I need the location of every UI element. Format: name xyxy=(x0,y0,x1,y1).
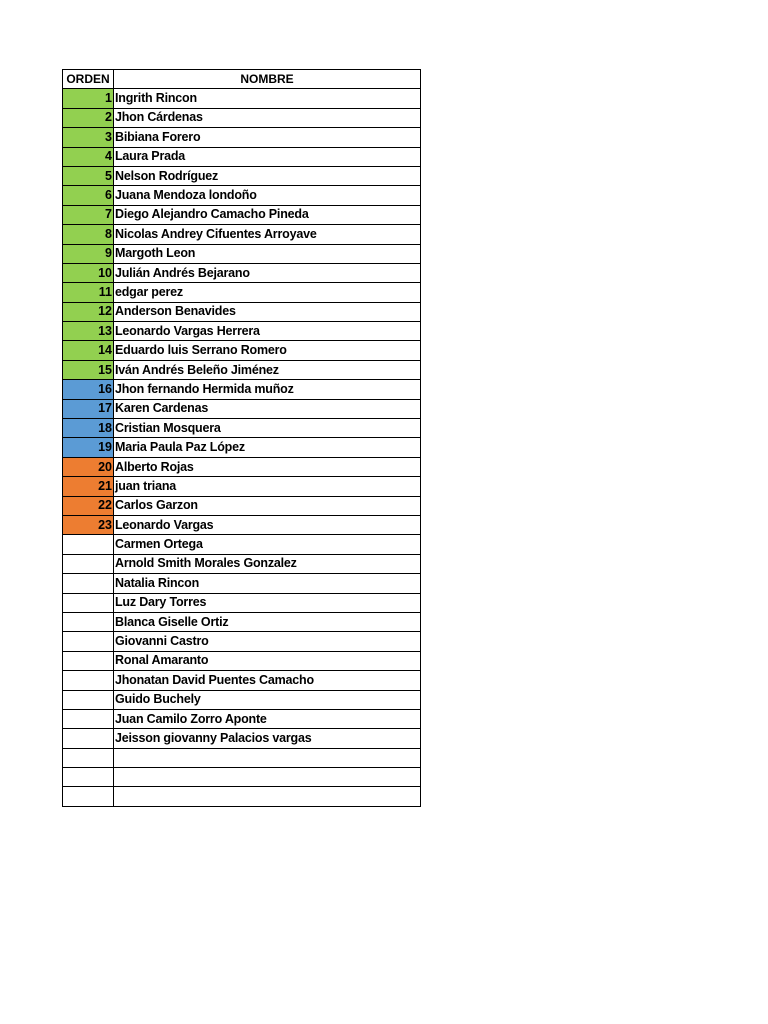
orden-cell: 8 xyxy=(63,225,114,244)
table-row xyxy=(63,651,421,670)
orden-cell xyxy=(63,787,114,806)
orden-cell xyxy=(63,671,114,690)
orden-cell: 15 xyxy=(63,360,114,379)
nombre-cell xyxy=(114,787,421,806)
table-row xyxy=(63,787,421,806)
table-row xyxy=(63,671,421,690)
orden-cell: 11 xyxy=(63,283,114,302)
nombre-cell: Natalia Rincon xyxy=(114,574,421,593)
orden-cell: 1 xyxy=(63,89,114,108)
nombre-cell: Iván Andrés Beleño Jiménez xyxy=(114,360,421,379)
nombre-cell: Arnold Smith Morales Gonzalez xyxy=(114,554,421,573)
nombre-cell: Carlos Garzon xyxy=(114,496,421,515)
orden-cell xyxy=(63,593,114,612)
table-row xyxy=(63,108,421,127)
orden-cell: 20 xyxy=(63,457,114,476)
table-row xyxy=(63,612,421,631)
nombre-cell: Julián Andrés Bejarano xyxy=(114,263,421,282)
table-body xyxy=(63,89,421,806)
table-row xyxy=(63,477,421,496)
orden-cell: 16 xyxy=(63,380,114,399)
nombre-cell: Giovanni Castro xyxy=(114,632,421,651)
table-row xyxy=(63,89,421,108)
nombre-cell: edgar perez xyxy=(114,283,421,302)
orden-cell xyxy=(63,748,114,767)
table-row xyxy=(63,244,421,263)
nombre-cell xyxy=(114,748,421,767)
orden-cell: 9 xyxy=(63,244,114,263)
nombre-cell: Ronal Amaranto xyxy=(114,651,421,670)
orden-cell xyxy=(63,612,114,631)
nombre-cell: Jhonatan David Puentes Camacho xyxy=(114,671,421,690)
orden-cell: 22 xyxy=(63,496,114,515)
nombre-cell: Nicolas Andrey Cifuentes Arroyave xyxy=(114,225,421,244)
orden-cell: 13 xyxy=(63,322,114,341)
nombre-cell: Jhon Cárdenas xyxy=(114,108,421,127)
table-row xyxy=(63,554,421,573)
nombre-cell: Ingrith Rincon xyxy=(114,89,421,108)
table-row xyxy=(63,302,421,321)
table-row xyxy=(63,128,421,147)
table-row xyxy=(63,322,421,341)
orden-cell xyxy=(63,632,114,651)
table-row xyxy=(63,186,421,205)
table-row xyxy=(63,147,421,166)
table-row xyxy=(63,205,421,224)
table-row xyxy=(63,768,421,787)
table-row xyxy=(63,748,421,767)
nombre-cell: Eduardo luis Serrano Romero xyxy=(114,341,421,360)
orden-cell xyxy=(63,535,114,554)
orden-cell: 17 xyxy=(63,399,114,418)
orden-cell: 3 xyxy=(63,128,114,147)
table-row xyxy=(63,690,421,709)
nombre-cell: Jeisson giovanny Palacios vargas xyxy=(114,729,421,748)
orden-cell: 5 xyxy=(63,166,114,185)
table-row xyxy=(63,709,421,728)
table-row xyxy=(63,380,421,399)
table-row xyxy=(63,263,421,282)
nombre-cell: Laura Prada xyxy=(114,147,421,166)
orden-cell: 19 xyxy=(63,438,114,457)
nombre-cell: Carmen Ortega xyxy=(114,535,421,554)
table-row xyxy=(63,166,421,185)
table-row xyxy=(63,632,421,651)
orden-cell: 4 xyxy=(63,147,114,166)
table-row xyxy=(63,496,421,515)
orden-cell: 23 xyxy=(63,515,114,534)
nombre-cell: Cristian Mosquera xyxy=(114,419,421,438)
orden-cell: 21 xyxy=(63,477,114,496)
nombre-cell: Maria Paula Paz López xyxy=(114,438,421,457)
orden-cell xyxy=(63,768,114,787)
table-row xyxy=(63,341,421,360)
orden-cell xyxy=(63,729,114,748)
table-row xyxy=(63,457,421,476)
nombre-cell: Blanca Giselle Ortiz xyxy=(114,612,421,631)
orden-cell xyxy=(63,574,114,593)
table-row xyxy=(63,419,421,438)
table-row xyxy=(63,729,421,748)
nombre-header: NOMBRE xyxy=(114,70,421,89)
orden-cell: 14 xyxy=(63,341,114,360)
nombre-cell: Alberto Rojas xyxy=(114,457,421,476)
nombre-cell: Diego Alejandro Camacho Pineda xyxy=(114,205,421,224)
table-row xyxy=(63,535,421,554)
nombre-cell: Jhon fernando Hermida muñoz xyxy=(114,380,421,399)
table-row xyxy=(63,360,421,379)
table-row xyxy=(63,225,421,244)
orden-cell xyxy=(63,690,114,709)
nombre-cell: Juan Camilo Zorro Aponte xyxy=(114,709,421,728)
table-row xyxy=(63,283,421,302)
table-row xyxy=(63,438,421,457)
nombre-cell: Juana Mendoza londoño xyxy=(114,186,421,205)
nombre-cell xyxy=(114,768,421,787)
orden-nombre-table xyxy=(62,69,421,807)
orden-cell: 10 xyxy=(63,263,114,282)
orden-cell xyxy=(63,554,114,573)
table-row xyxy=(63,399,421,418)
nombre-cell: Margoth Leon xyxy=(114,244,421,263)
nombre-cell: Guido Buchely xyxy=(114,690,421,709)
orden-cell: 18 xyxy=(63,419,114,438)
nombre-cell: Luz Dary Torres xyxy=(114,593,421,612)
nombre-cell: Anderson Benavides xyxy=(114,302,421,321)
orden-cell: 6 xyxy=(63,186,114,205)
table-row xyxy=(63,574,421,593)
nombre-cell: Karen Cardenas xyxy=(114,399,421,418)
orden-cell xyxy=(63,709,114,728)
nombre-cell: Nelson Rodríguez xyxy=(114,166,421,185)
nombre-cell: juan triana xyxy=(114,477,421,496)
table-row xyxy=(63,515,421,534)
nombre-cell: Bibiana Forero xyxy=(114,128,421,147)
orden-cell xyxy=(63,651,114,670)
orden-header: ORDEN xyxy=(63,70,114,89)
table-row xyxy=(63,593,421,612)
orden-cell: 12 xyxy=(63,302,114,321)
nombre-cell: Leonardo Vargas Herrera xyxy=(114,322,421,341)
nombre-cell: Leonardo Vargas xyxy=(114,515,421,534)
orden-cell: 7 xyxy=(63,205,114,224)
orden-cell: 2 xyxy=(63,108,114,127)
header-row xyxy=(63,70,421,89)
